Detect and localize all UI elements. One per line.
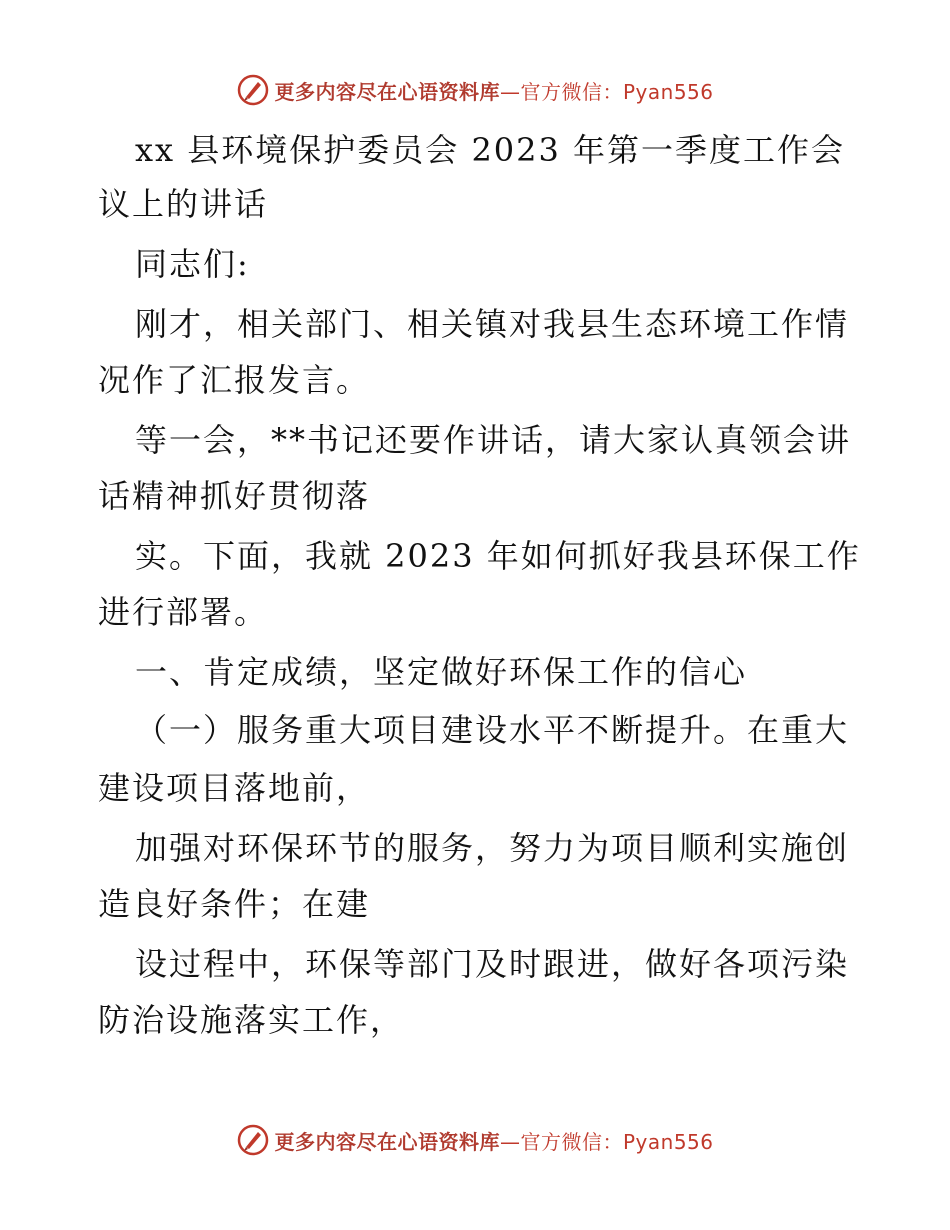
banner-content xyxy=(236,1123,713,1157)
title-line-2: 议上的讲话 xyxy=(98,185,269,223)
paragraph-line: 设过程中，环保等部门及时跟进，做好各项污染 xyxy=(135,945,850,983)
title-line-1: xx 县环境保护委员会 2023 年第一季度工作会 xyxy=(135,131,846,169)
paragraph-line: 造良好条件；在建 xyxy=(98,885,371,923)
salutation: 同志们: xyxy=(135,245,250,283)
banner-wechat-id: Pyan556 xyxy=(622,79,714,104)
paragraph-line: 况作了汇报发言。 xyxy=(98,361,371,399)
paragraph-line: 实。下面，我就 2023 年如何抓好我县环保工作 xyxy=(135,537,861,575)
banner-text xyxy=(274,1126,713,1155)
banner-separator: — xyxy=(499,1129,521,1154)
header-banner xyxy=(0,70,950,110)
banner-content xyxy=(236,73,713,107)
banner-suffix: 官方微信： xyxy=(520,79,623,104)
paragraph-line: 加强对环保环节的服务，努力为项目顺利实施创 xyxy=(135,829,850,867)
paragraph-line: 防治设施落实工作， xyxy=(98,1001,405,1039)
banner-prefix: 更多内容尽在心语资料库 xyxy=(274,79,500,104)
banner-text xyxy=(274,76,713,105)
banner-suffix: 官方微信： xyxy=(520,1129,623,1154)
paragraph-line: 话精神抓好贯彻落 xyxy=(98,477,371,515)
footer-banner xyxy=(0,1120,950,1160)
banner-wechat-id: Pyan556 xyxy=(622,1129,714,1154)
banner-separator: — xyxy=(499,79,521,104)
paragraph-line: 刚才，相关部门、相关镇对我县生态环境工作情 xyxy=(135,305,850,343)
paragraph-line: 等一会，**书记还要作讲话，请大家认真领会讲 xyxy=(135,421,852,459)
quill-pen-logo-icon xyxy=(236,1123,270,1157)
paragraph-line: 进行部署。 xyxy=(98,593,269,631)
quill-pen-logo-icon xyxy=(236,73,270,107)
banner-prefix: 更多内容尽在心语资料库 xyxy=(274,1129,500,1154)
paragraph-line: 建设项目落地前， xyxy=(98,769,371,807)
subsection-heading: （一）服务重大项目建设水平不断提升。在重大 xyxy=(135,711,850,749)
section-heading: 一、肯定成绩，坚定做好环保工作的信心 xyxy=(135,653,748,691)
